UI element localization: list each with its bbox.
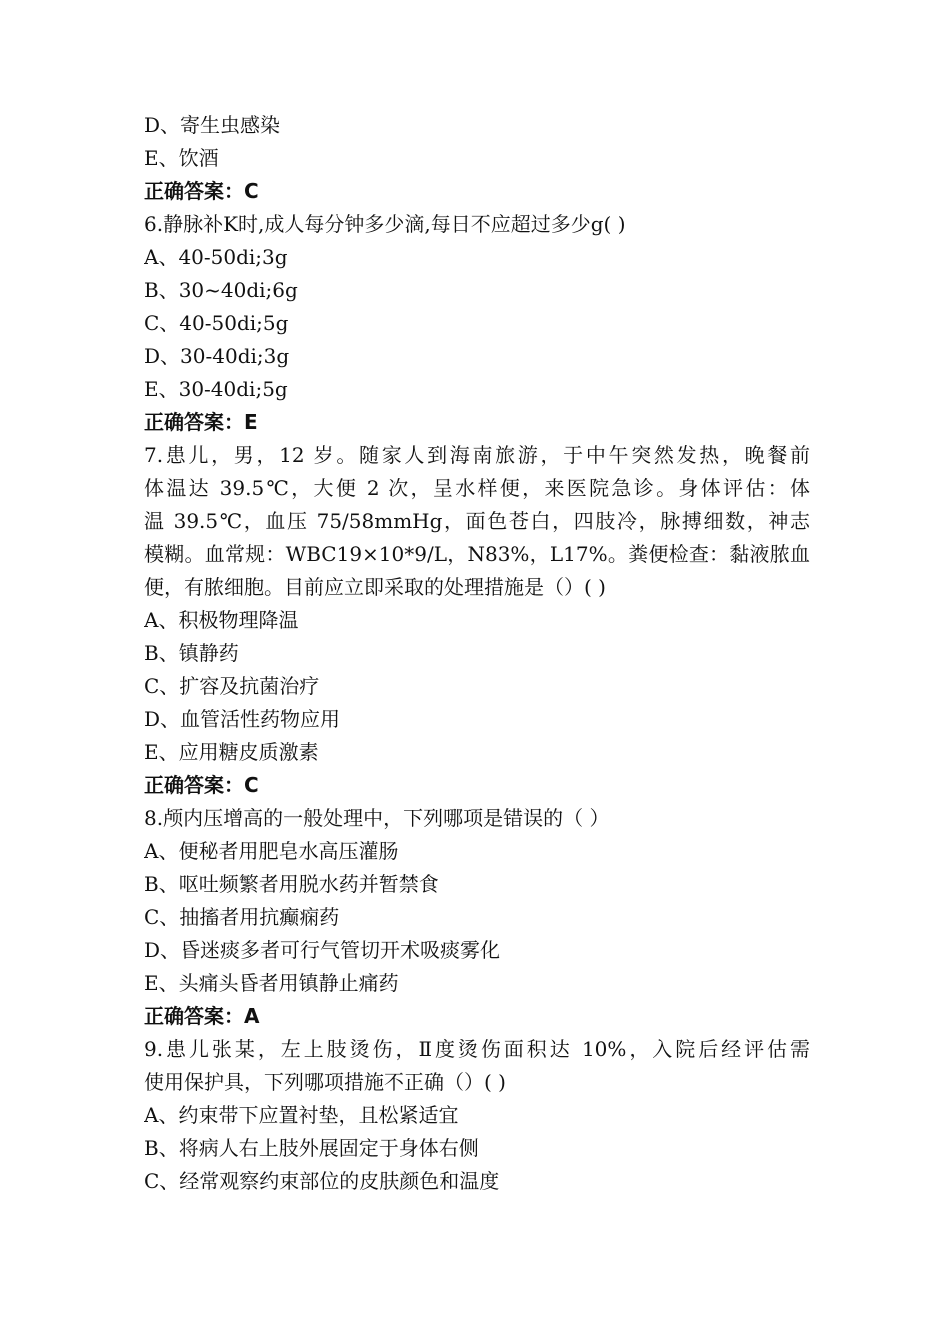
q6-answer: 正确答案：E: [144, 410, 258, 434]
q7-option-b: B、镇静药: [144, 641, 239, 665]
q8-option-b: B、呕吐频繁者用脱水药并暂禁食: [144, 872, 439, 896]
q7-stem-line-3: 温 39.5℃，血压 75/58mmHg，面色苍白，四肢冷，脉搏细数，神志: [144, 509, 810, 533]
q7-answer: 正确答案：C: [144, 773, 259, 797]
q6-option-e: E、30-40di;5g: [144, 377, 288, 401]
q7-option-e: E、应用糖皮质激素: [144, 740, 319, 764]
q6-option-a: A、40-50di;3g: [144, 245, 288, 269]
q8-stem: 8.颅内压增高的一般处理中，下列哪项是错误的（ ）: [144, 806, 610, 830]
q6-stem: 6.静脉补K时,成人每分钟多少滴,每日不应超过多少g( ): [144, 212, 626, 236]
q9-stem-line-1: 9.患儿张某，左上肢烫伤，Ⅱ度烫伤面积达 10%，入院后经评估需: [144, 1037, 810, 1061]
q6-option-b: B、30~40di;6g: [144, 278, 298, 302]
q5-option-e: E、饮酒: [144, 146, 219, 170]
q8-answer: 正确答案：A: [144, 1004, 260, 1028]
q7-stem-line-5: 便，有脓细胞。目前应立即采取的处理措施是（）( ): [144, 575, 606, 599]
q6-option-d: D、30-40di;3g: [144, 344, 290, 368]
q5-option-d: D、寄生虫感染: [144, 113, 281, 137]
q9-stem-line-2: 使用保护具，下列哪项措施不正确（）( ): [144, 1070, 506, 1094]
q7-option-d: D、血管活性药物应用: [144, 707, 341, 731]
q7-stem-line-2: 体温达 39.5℃，大便 2 次，呈水样便，来医院急诊。身体评估：体: [144, 476, 810, 500]
q8-option-e: E、头痛头昏者用镇静止痛药: [144, 971, 399, 995]
q7-option-a: A、积极物理降温: [144, 608, 299, 632]
q8-option-d: D、昏迷痰多者可行气管切开术吸痰雾化: [144, 938, 501, 962]
q7-stem-line-4: 模糊。血常规：WBC19×10*9/L，N83%，L17%。粪便检查：黏液脓血: [144, 542, 810, 566]
q8-option-a: A、便秘者用肥皂水高压灌肠: [144, 839, 399, 863]
q8-option-c: C、抽搐者用抗癫痫药: [144, 905, 340, 929]
q7-option-c: C、扩容及抗菌治疗: [144, 674, 320, 698]
q9-option-a: A、约束带下应置衬垫，且松紧适宜: [144, 1103, 459, 1127]
q9-option-b: B、将病人右上肢外展固定于身体右侧: [144, 1136, 479, 1160]
q9-option-c: C、经常观察约束部位的皮肤颜色和温度: [144, 1169, 500, 1193]
q7-stem-line-1: 7.患儿，男，12 岁。随家人到海南旅游，于中午突然发热，晚餐前: [144, 443, 810, 467]
q6-option-c: C、40-50di;5g: [144, 311, 289, 335]
q5-answer: 正确答案：C: [144, 179, 259, 203]
